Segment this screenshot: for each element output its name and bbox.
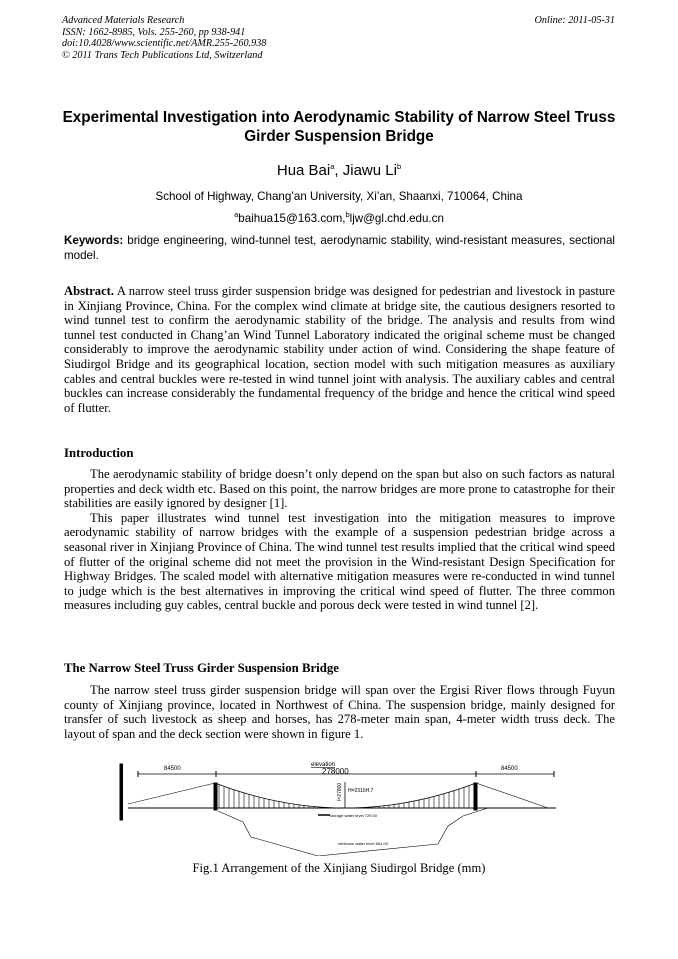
paragraph: The aerodynamic stability of bridge doesn’t only depend on the span but also on such factors as natural properties and deck width etc. Based on this point, the narrow bridges are more prone to catastrophe for their stabilities are easily ignored by designer [1]. <box>64 467 615 511</box>
bridge-elevation-figure <box>118 756 568 861</box>
right-span-label: 84500 <box>501 766 518 772</box>
emails <box>0 210 678 225</box>
email: baihua15@163.com, <box>238 211 346 225</box>
keywords <box>64 233 615 263</box>
abutment <box>120 764 123 820</box>
online-date: Online: 2011-05-31 <box>534 15 615 26</box>
cable-force-label: H=2316H.7 <box>348 788 374 794</box>
paragraph: This paper illustrates wind tunnel test investigation into the mitigation measures to improve aerodynamic stability of narrow bridges with the example of a suspension pedestrian bridge across a seasonal river in Xinjiang Province of China. The wind tunnel test results implied that the critical wind speed of flutter of the original scheme did not meet the provision in the Wind-resistant Design Specification for Highway Bridges. The scaled model with alternative mitigation measures were re-conducted in wind tunnel to judge which is the best alternatives in improving the critical wind speed of flutter. The three common measures including guy cables, central buckle and porous deck were tested in wind tunnel [2]. <box>64 510 615 613</box>
author: Hua Bai <box>276 162 331 179</box>
abstract <box>64 284 615 415</box>
email: ljw@gl.chd.edu.cn <box>349 211 444 225</box>
abstract-label: Abstract. <box>64 284 115 298</box>
sag-label: f=27800 <box>337 782 343 801</box>
section-heading: Introduction <box>64 446 134 460</box>
affil-mark: a <box>330 162 335 171</box>
abstract-text: A narrow steel truss girder suspension bridge was designed for pedestrian and livestock in pasture in Xinjiang Province, China. For the complex wind climate at bridge site, the cautious designers resorted to wind tunnel test to confirm the aerodynamic stability of the bridge. The analysis and results from wind tunnel test conducted in Chang’an Wind Tunnel Laboratory indicated the original scheme must be changed considerably to improve the aerodynamic stability under action of wind. Considering the shape feature of Siudirgol Bridge and its geographical location, section model with such mitigation measures as auxiliary cables and central buckles were re-tested in wind tunnel joint with analysis. The auxiliary cables and central buckles can increase considerably the fundamental frequency of the bridge and hence the critical wind speed of flutter. <box>64 284 615 415</box>
section-heading: The Narrow Steel Truss Girder Suspension Bridge <box>64 661 339 675</box>
figure-caption: Fig.1 Arrangement of the Xinjiang Siudirgol Bridge (mm) <box>192 861 486 875</box>
left-span-label: 84500 <box>164 766 181 772</box>
affil-mark: b <box>345 210 350 219</box>
storage-water-level: storage water level 729.00 <box>330 813 377 818</box>
journal-name: Advanced Materials Research <box>62 15 185 26</box>
author: Jiawu Li <box>342 162 397 179</box>
figure-title: elevation <box>311 762 336 768</box>
copyright: © 2011 Trans Tech Publications Ltd, Switzerland <box>62 49 263 61</box>
min-water-level: minimum water level 681.00 <box>338 841 388 846</box>
paper-title: Experimental Investigation into Aerodynamic Stability of Narrow Steel Truss Girder Suspension Bridge <box>62 109 616 145</box>
main-span-label: 278000 <box>322 767 349 776</box>
section-body <box>64 683 615 741</box>
paragraph: The narrow steel truss girder suspension bridge will span over the Ergisi River flows through Fuyun county of Xinjiang province, located in Northwest of China. The suspension bridge, mainly designed for transfer of such livestock as sheep and horses, has 278-meter main span, 4-meter width truss deck. The layout of span and the deck section were shown in figure 1. <box>64 683 615 741</box>
affiliation: School of Highway, Chang’an University, Xi’an, Shaanxi, 710064, China <box>155 190 523 203</box>
journal-header <box>62 15 266 61</box>
affil-mark: a <box>234 210 239 219</box>
issn: ISSN: 1662-8985, Vols. 255-260, pp 938-941 <box>62 26 246 38</box>
separator: , <box>334 162 343 179</box>
affil-mark: b <box>396 162 402 171</box>
keywords-label: Keywords: <box>64 234 124 247</box>
authors <box>0 162 678 179</box>
section-body <box>64 467 615 613</box>
keywords-text: bridge engineering, wind-tunnel test, aerodynamic stability, wind-resistant measures, sectional model. <box>64 234 615 262</box>
doi: doi:10.4028/www.scientific.net/AMR.255-260.938 <box>62 38 267 50</box>
right-tower <box>474 783 477 810</box>
left-tower <box>214 783 217 810</box>
